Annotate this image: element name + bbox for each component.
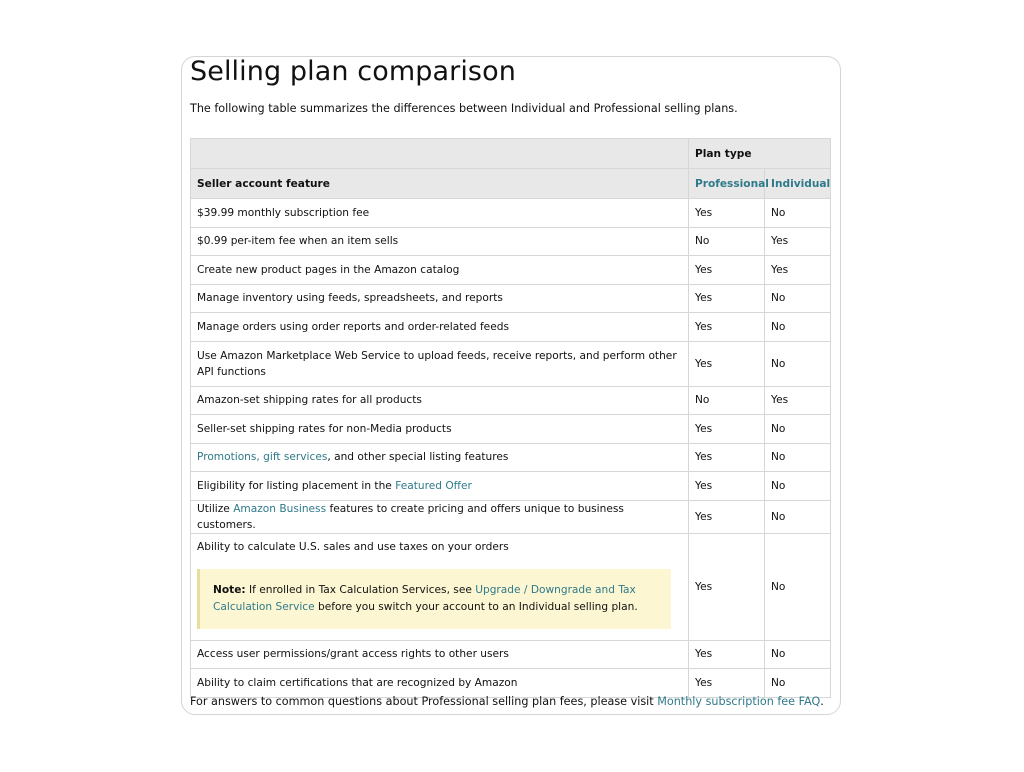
professional-cell: Yes (689, 669, 765, 698)
plan-comparison-table (190, 138, 831, 698)
feature-text: Utilize (197, 502, 234, 515)
footer-text: . (820, 695, 824, 708)
professional-cell: Yes (689, 500, 765, 533)
note-text: If enrolled in Tax Calculation Services, see (245, 583, 476, 596)
professional-cell: Yes (689, 199, 765, 228)
header-row-group (191, 139, 831, 169)
table-row (191, 284, 831, 313)
feature-cell: Ability to claim certifications that are recognized by Amazon (191, 669, 689, 698)
individual-cell: Yes (765, 227, 831, 256)
table-row (191, 533, 831, 640)
individual-cell: No (765, 199, 831, 228)
monthly-fee-faq-link[interactable]: Monthly subscription fee FAQ (657, 695, 821, 708)
professional-cell: Yes (689, 313, 765, 342)
individual-cell: Yes (765, 256, 831, 285)
header-row-columns (191, 169, 831, 199)
table-row (191, 640, 831, 669)
page-title: Selling plan comparison (190, 56, 516, 87)
header-individual: Individual (765, 169, 831, 199)
individual-cell: No (765, 669, 831, 698)
feature-cell (191, 443, 689, 472)
table-row (191, 227, 831, 256)
feature-cell: Manage inventory using feeds, spreadsheets, and reports (191, 284, 689, 313)
individual-cell: No (765, 313, 831, 342)
individual-cell: No (765, 640, 831, 669)
individual-cell: No (765, 443, 831, 472)
promotions-gift-services-link[interactable]: Promotions, gift services (197, 451, 328, 464)
footer-text: For answers to common questions about Professional selling plan fees, please visit (190, 695, 658, 708)
footer-note (190, 694, 824, 710)
feature-cell: Amazon-set shipping rates for all products (191, 386, 689, 415)
professional-cell: Yes (689, 256, 765, 285)
table-row (191, 341, 831, 386)
feature-cell: Create new product pages in the Amazon catalog (191, 256, 689, 285)
feature-cell: Manage orders using order reports and order-related feeds (191, 313, 689, 342)
individual-cell: No (765, 415, 831, 444)
header-plan-type: Plan type (689, 139, 831, 169)
table-row (191, 256, 831, 285)
individual-cell: No (765, 472, 831, 501)
professional-cell: Yes (689, 415, 765, 444)
page-subtitle: The following table summarizes the differences between Individual and Professional selling plans. (190, 102, 738, 115)
header-empty-cell (191, 139, 689, 169)
professional-cell: Yes (689, 443, 765, 472)
feature-text: Ability to calculate U.S. sales and use taxes on your orders (197, 540, 509, 553)
feature-cell: $39.99 monthly subscription fee (191, 199, 689, 228)
professional-cell: Yes (689, 640, 765, 669)
individual-cell: No (765, 284, 831, 313)
table-row (191, 669, 831, 698)
feature-cell: Seller-set shipping rates for non-Media products (191, 415, 689, 444)
note-label: Note: (213, 583, 246, 596)
feature-cell: $0.99 per-item fee when an item sells (191, 227, 689, 256)
professional-cell: Yes (689, 284, 765, 313)
professional-cell: No (689, 227, 765, 256)
table-row (191, 415, 831, 444)
table-row (191, 500, 831, 533)
feature-cell: Use Amazon Marketplace Web Service to upload feeds, receive reports, and perform other API functions (191, 341, 689, 386)
professional-cell: No (689, 386, 765, 415)
table-row (191, 199, 831, 228)
individual-cell: Yes (765, 386, 831, 415)
tax-note-box (197, 569, 671, 629)
individual-cell: No (765, 341, 831, 386)
feature-text: features to create pricing and offers unique to business customers. (197, 502, 624, 531)
upgrade-downgrade-tax-link[interactable]: Upgrade / Downgrade and Tax Calculation Service (213, 583, 636, 613)
feature-cell (191, 472, 689, 501)
table-row (191, 472, 831, 501)
amazon-business-link[interactable]: Amazon Business (233, 502, 327, 515)
feature-cell: Access user permissions/grant access rights to other users (191, 640, 689, 669)
note-text: before you switch your account to an Individual selling plan. (314, 600, 638, 613)
feature-text: , and other special listing features (327, 451, 509, 464)
header-professional: Professional (689, 169, 765, 199)
individual-cell: No (765, 500, 831, 533)
feature-cell (191, 500, 689, 533)
table-row (191, 313, 831, 342)
professional-cell: Yes (689, 533, 765, 640)
header-feature: Seller account feature (191, 169, 689, 199)
feature-cell (191, 533, 689, 640)
professional-cell: Yes (689, 341, 765, 386)
feature-text: Eligibility for listing placement in the (197, 479, 396, 492)
table-row (191, 443, 831, 472)
featured-offer-link[interactable]: Featured Offer (395, 479, 472, 492)
table-row (191, 386, 831, 415)
professional-cell: Yes (689, 472, 765, 501)
individual-cell: No (765, 533, 831, 640)
